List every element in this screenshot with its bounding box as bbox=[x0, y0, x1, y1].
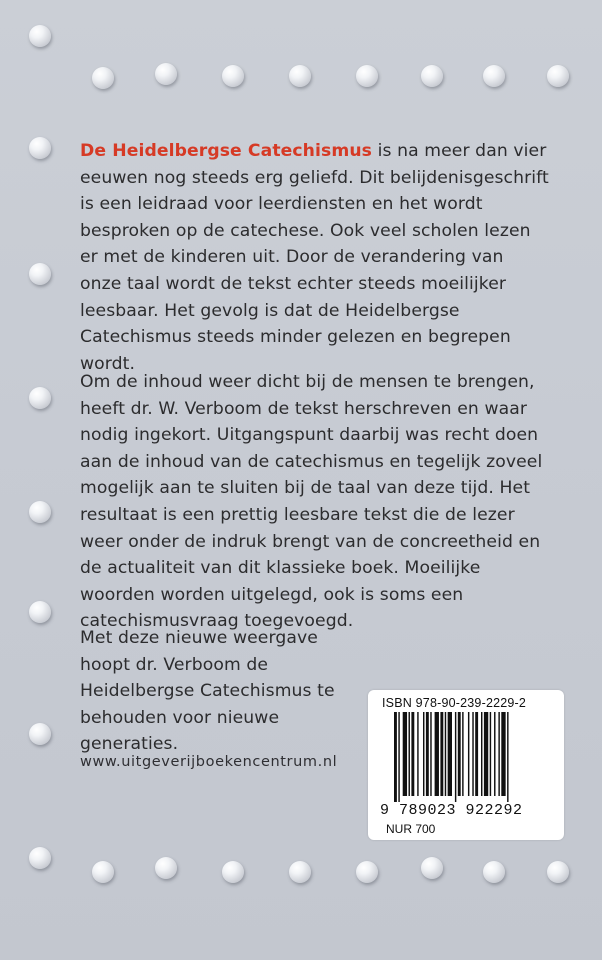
rivet bbox=[483, 861, 505, 883]
barcode-digits: 9 789023 922292 bbox=[380, 802, 523, 819]
barcode-bar bbox=[426, 712, 429, 796]
rivet bbox=[92, 67, 114, 89]
rivet bbox=[29, 25, 51, 47]
rivet bbox=[29, 601, 51, 623]
rivet bbox=[547, 65, 569, 87]
barcode-bar bbox=[440, 712, 443, 796]
barcode-bar bbox=[498, 712, 499, 796]
barcode-bar bbox=[411, 712, 414, 796]
barcode-bar bbox=[423, 712, 424, 796]
barcode-bar bbox=[484, 712, 488, 796]
rivet bbox=[155, 857, 177, 879]
description-paragraph: Om de inhoud weer dicht bij de mensen te brengen, heeft dr. W. Verboom de tekst herschreven en waar nodig ingekort. Uitgangspunt daarbij was recht doen aan de inhoud van de catechismus en tegelijk zoveel mogelijk aan te sluiten bij de taal van deze tijd. Het resultaat is een prettig leesbare tekst die de lezer weer onder de indruk brengt van de concreetheid en de actualiteit van dit klassieke boek. Moeilijke woorden worden uitgelegd, ook is soms een catechismusvraag toegevoegd. bbox=[80, 372, 543, 632]
barcode-bar bbox=[448, 712, 452, 796]
barcode-bar bbox=[501, 712, 505, 796]
barcode-bar bbox=[494, 712, 495, 796]
barcode-bar bbox=[417, 712, 418, 796]
rivet bbox=[29, 501, 51, 523]
rivet bbox=[29, 137, 51, 159]
rivet bbox=[222, 65, 244, 87]
barcode-bar bbox=[430, 712, 431, 796]
isbn-label: ISBN 978-90-239-2229-2 bbox=[382, 696, 527, 710]
rivet bbox=[356, 65, 378, 87]
book-title-highlight: De Heidelbergse Catechismus bbox=[80, 141, 373, 161]
rivet bbox=[547, 861, 569, 883]
rivet bbox=[92, 861, 114, 883]
rivet bbox=[222, 861, 244, 883]
rivet bbox=[29, 263, 51, 285]
barcode-bar bbox=[468, 712, 469, 796]
rivet bbox=[29, 847, 51, 869]
nur-label: NUR 700 bbox=[386, 822, 436, 836]
barcode-bar bbox=[403, 712, 407, 796]
rivet bbox=[421, 857, 443, 879]
barcode-bar bbox=[409, 712, 410, 796]
barcode-label bbox=[368, 690, 564, 840]
barcode-bar bbox=[475, 712, 478, 796]
barcode-bar bbox=[490, 712, 491, 796]
rivet bbox=[155, 63, 177, 85]
barcode-bar bbox=[472, 712, 473, 796]
rivet bbox=[29, 723, 51, 745]
barcode-bar bbox=[398, 712, 399, 802]
closing-paragraph: Met deze nieuwe weergave hoopt dr. Verboom de Heidelbergse Catechismus te behouden voor nieuwe generaties. bbox=[80, 628, 335, 755]
barcode-bar bbox=[481, 712, 482, 796]
rivet bbox=[289, 861, 311, 883]
rivet bbox=[356, 861, 378, 883]
intro-paragraph bbox=[80, 138, 550, 377]
rivet bbox=[483, 65, 505, 87]
rivet bbox=[29, 387, 51, 409]
barcode-bar bbox=[458, 712, 461, 796]
barcode-bar bbox=[462, 712, 463, 796]
barcode-bar bbox=[445, 712, 446, 796]
barcode-icon bbox=[394, 712, 548, 802]
barcode-bar bbox=[435, 712, 439, 796]
publisher-website: www.uitgeverijboekencentrum.nl bbox=[80, 754, 338, 770]
rivet bbox=[289, 65, 311, 87]
barcode-bar bbox=[394, 712, 397, 802]
rivet bbox=[421, 65, 443, 87]
intro-paragraph-text: is na meer dan vier eeuwen nog steeds erg geliefd. Dit belijdenisgeschrift is een leidraad voor leerdiensten en het wordt besproken op de catechese. Ook veel scholen lezen er met de kinderen uit. Door de verandering van onze taal wordt de tekst echter steeds moeilijker leesbaar. Het gevolg is dat de Heidelbergse Catechismus steeds minder gelezen en begrepen wordt. bbox=[80, 141, 549, 374]
barcode-bar bbox=[455, 712, 456, 802]
barcode-bar bbox=[507, 712, 508, 802]
